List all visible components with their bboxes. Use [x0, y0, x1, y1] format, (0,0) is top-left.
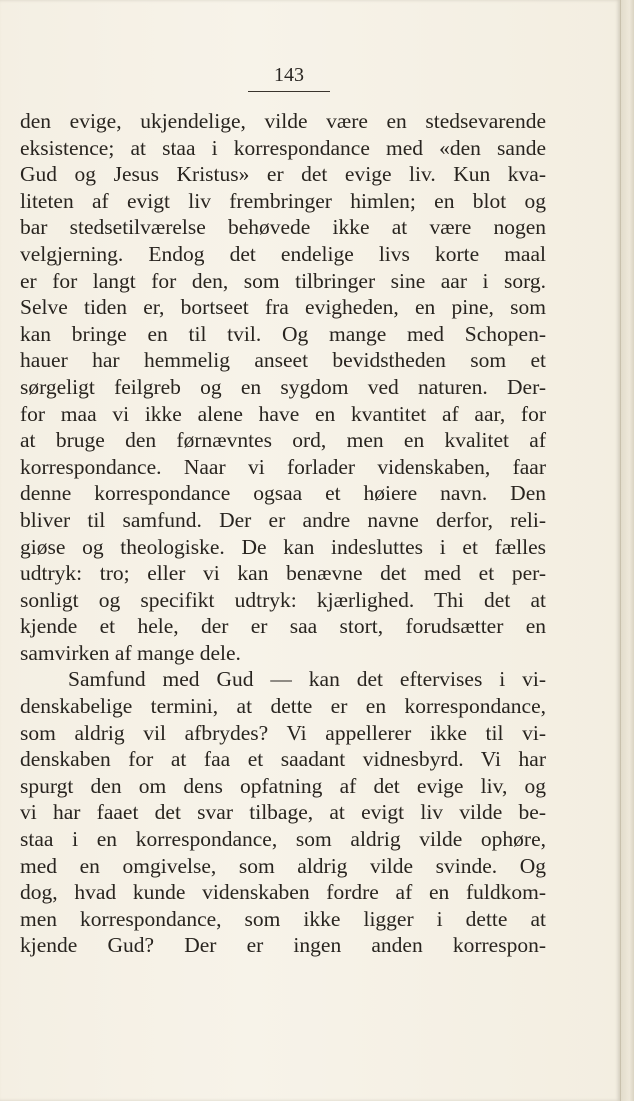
page-number: 143: [248, 64, 330, 92]
text-line: liteten af evigt liv frembringer himlen; en blot og: [20, 188, 546, 213]
text-line: men korrespondance, som ikke ligger i dette at: [20, 906, 546, 931]
text-line: denskabelige termini, at dette er en korrespondance,: [20, 694, 546, 719]
text-line: Selve tiden er, bortseet fra evigheden, en pine, som: [20, 295, 546, 320]
text-line: den evige, ukjendelige, vilde være en stedsevarende: [20, 109, 546, 133]
text-line: spurgt den om dens opfatning af det evige liv, og: [20, 773, 546, 798]
text-line: som aldrig vil afbrydes? Vi appellerer ikke til vi-: [20, 720, 546, 745]
text-line: sørgeligt feilgreb og en sygdom ved naturen. Der-: [20, 374, 546, 399]
text-line: velgjerning. Endog det endelige livs korte maal: [20, 241, 546, 266]
text-line: eksistence; at staa i korrespondance med «den sande: [20, 135, 546, 160]
text-line: korrespondance. Naar vi forlader videnskaben, faar: [20, 454, 546, 479]
text-line: sonligt og specifikt udtryk: kjærlighed. Thi det at: [20, 587, 546, 612]
text-line: dog, hvad kunde videnskaben fordre af en fuldkom-: [20, 880, 546, 905]
text-line: bliver til samfund. Der er andre navne derfor, reli-: [20, 507, 546, 532]
text-line: udtryk: tro; eller vi kan benævne det med et per-: [20, 561, 546, 586]
text-line: hauer har hemmelig anseet bevidstheden som et: [20, 348, 546, 373]
text-line: Gud og Jesus Kristus» er det evige liv. Kun kva-: [20, 162, 546, 187]
text-line: Samfund med Gud — kan det eftervises i vi-: [68, 667, 546, 692]
page-edge: [620, 0, 634, 1101]
body-text: [20, 108, 546, 959]
text-line: kjende Gud? Der er ingen anden korrespon-: [20, 933, 546, 958]
text-line: kan bringe en til tvil. Og mange med Schopen-: [20, 321, 546, 346]
text-line: denskaben for at faa et saadant vidnesbyrd. Vi har: [20, 747, 546, 772]
text-line: er for langt for den, som tilbringer sine aar i sorg.: [20, 268, 546, 293]
text-line: bar stedsetilværelse behøvede ikke at være nogen: [20, 215, 546, 240]
text-line: for maa vi ikke alene have en kvantitet af aar, for: [20, 401, 546, 426]
text-line: denne korrespondance ogsaa et høiere navn. Den: [20, 481, 546, 506]
text-line: samvirken af mange dele.: [20, 640, 241, 665]
text-line: med en omgivelse, som aldrig vilde svinde. Og: [20, 853, 546, 878]
text-line: vi har faaet det svar tilbage, at evigt liv vilde be-: [20, 800, 546, 825]
text-line: at bruge den førnævntes ord, men en kvalitet af: [20, 428, 546, 453]
text-line: giøse og theologiske. De kan indesluttes i et fælles: [20, 534, 546, 559]
text-line: staa i en korrespondance, som aldrig vilde ophøre,: [20, 827, 546, 852]
text-line: kjende et hele, der er saa stort, forudsætter en: [20, 614, 546, 639]
